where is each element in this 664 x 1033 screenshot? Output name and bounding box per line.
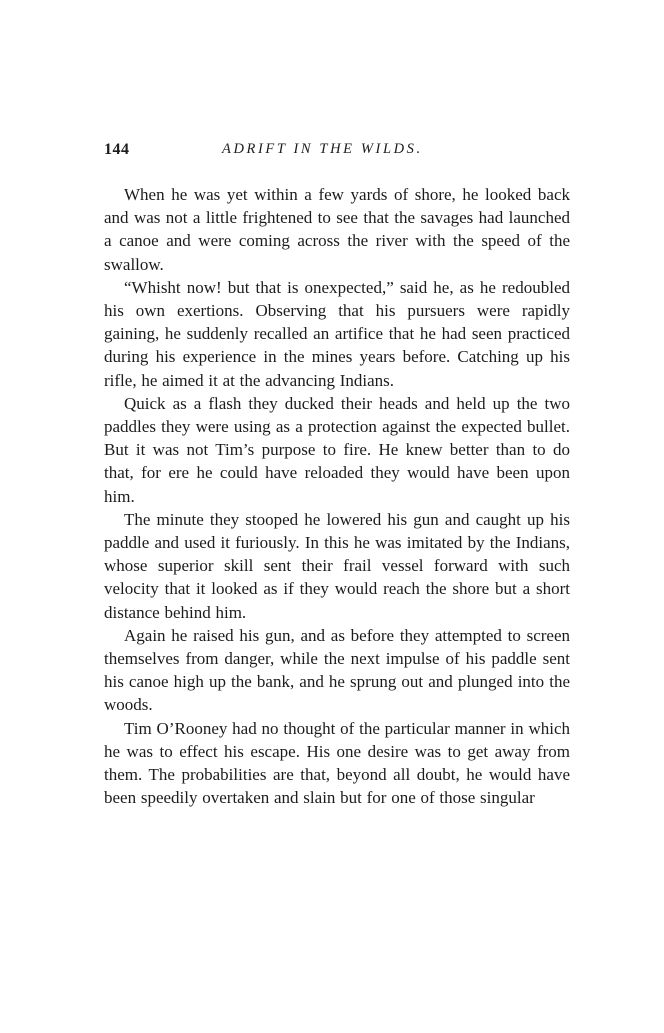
paragraph: Quick as a flash they ducked their heads and held up the two paddles they were using as a protection against the expected bullet. But it was not Tim’s purpose to fire. He knew better than to do that, for ere he could have reloaded they would have been upon him.	[104, 393, 570, 506]
paragraph: When he was yet within a few yards of shore, he looked back and was not a little frightened to see that the savages had launched a canoe and were coming across the river with the speed of the swallow.	[104, 185, 570, 274]
paragraph: Again he raised his gun, and as before they attempted to screen themselves from danger, while the next impulse of his paddle sent his canoe high up the bank, and he sprung out and plunged into the woods.	[104, 625, 570, 715]
body-text	[104, 183, 570, 809]
paragraph: The minute they stooped he lowered his gun and caught up his paddle and used it furiously. In this he was imitated by the Indians, whose superior skill sent their frail vessel forward with such velocity that it looked as if they would reach the shore but a short distance behind him.	[104, 509, 570, 622]
paragraph: Tim O’Rooney had no thought of the particular manner in which he was to effect his escape. His one desire was to get away from them. The probabilities are that, beyond all doubt, he would have been speedily overtaken and slain but for one of those singular	[104, 718, 570, 808]
page-number: 144	[104, 141, 130, 158]
running-title: ADRIFT IN THE WILDS.	[222, 141, 423, 157]
paragraph: “Whisht now! but that is onexpected,” said he, as he redoubled his own exertions. Observing that his pursuers were rapidly gaining, he suddenly recalled an artifice that he had seen practiced during his experience in the mines years before. Catching up his rifle, he aimed it at the advancing Indians.	[104, 277, 570, 390]
page-header	[104, 141, 570, 163]
